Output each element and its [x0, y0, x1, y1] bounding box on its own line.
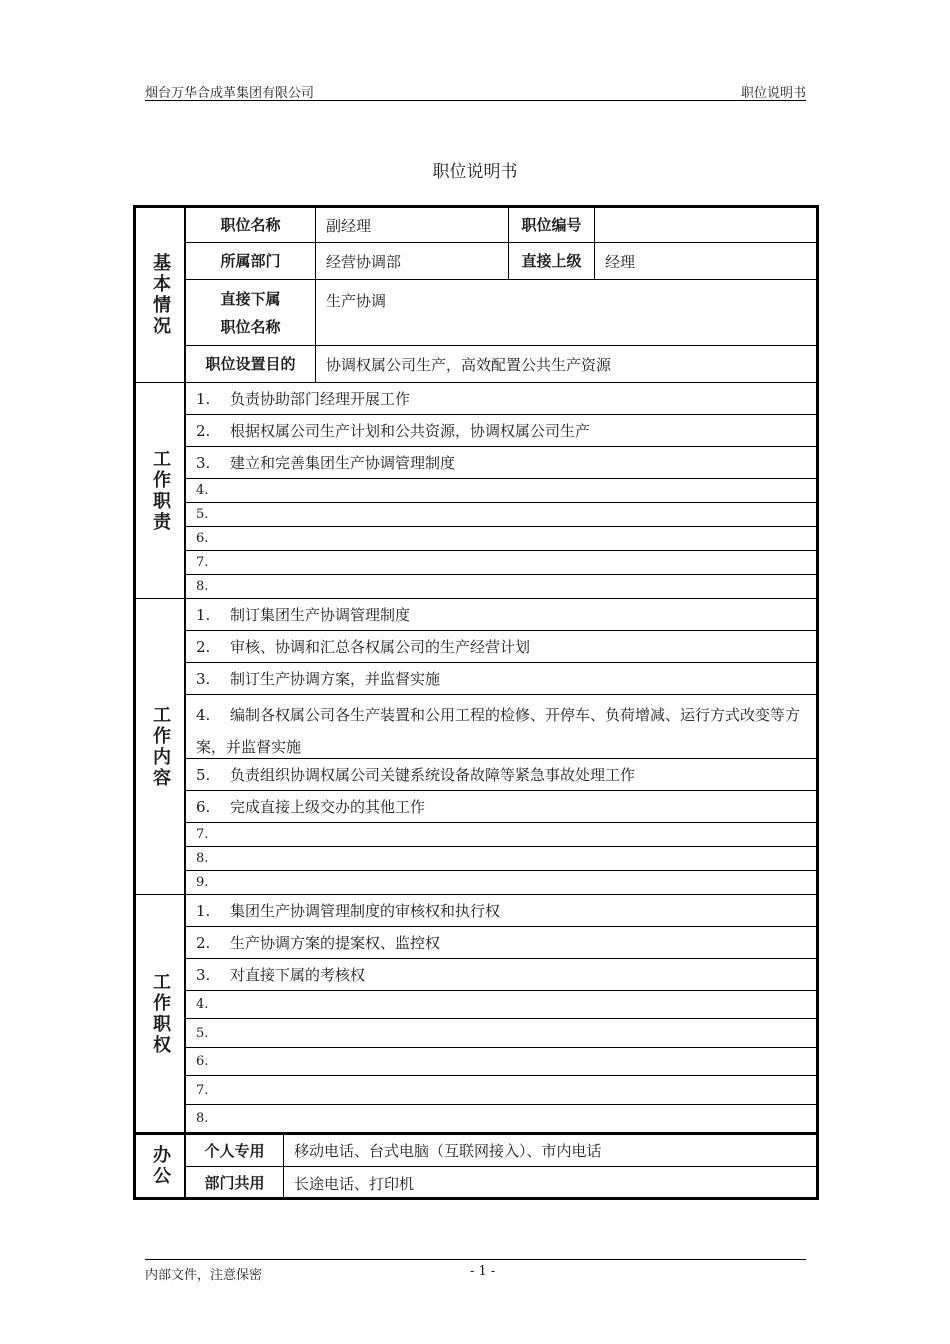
authority-item: 8. — [196, 1111, 209, 1126]
authority-item: 3. 对直接下属的考核权 — [186, 959, 816, 991]
content-item: 6. 完成直接上级交办的其他工作 — [186, 791, 816, 823]
section-label-authority: 工作职权 — [136, 895, 186, 1132]
subordinate-label-line2: 职位名称 — [220, 317, 281, 336]
position-no-label: 职位编号 — [509, 208, 595, 243]
document-title: 职位说明书 — [432, 162, 518, 182]
shared-use-label: 部门共用 — [186, 1167, 284, 1199]
duty-item: 6. — [186, 527, 816, 551]
header-doc-type: 职位说明书 — [740, 86, 806, 101]
authority-item: 5. — [186, 1019, 816, 1048]
personal-use-value: 移动电话、台式电脑（互联网接入）、市内电话 — [284, 1135, 816, 1167]
page-header — [145, 82, 806, 101]
duty-item: 8. — [196, 579, 209, 594]
section-label-content: 工作内容 — [136, 599, 186, 894]
position-name-value: 副经理 — [316, 208, 509, 243]
authority-item: 4. — [186, 991, 816, 1019]
authority-item: 1. 集团生产协调管理制度的审核权和执行权 — [186, 895, 816, 927]
content-item: 1. 制订集团生产协调管理制度 — [186, 599, 816, 631]
page-number: - 1 - — [470, 1264, 496, 1279]
department-value: 经营协调部 — [316, 243, 509, 280]
section-office — [136, 1133, 816, 1197]
section-duties — [136, 383, 816, 599]
section-work-content — [136, 599, 816, 895]
subordinate-label-line1: 直接下属 — [220, 289, 281, 308]
section-authority — [136, 895, 816, 1133]
content-item: 9. — [196, 875, 209, 890]
shared-use-value: 长途电话、打印机 — [294, 1174, 415, 1193]
duty-item: 5. — [186, 503, 816, 527]
confidential-note: 内部文件，注意保密 — [145, 1268, 263, 1283]
content-item: 2. 审核、协调和汇总各权属公司的生产经营计划 — [186, 631, 816, 663]
authority-item: 2. 生产协调方案的提案权、监控权 — [186, 927, 816, 959]
section-label-office: 办公 — [136, 1135, 186, 1197]
content-item: 8. — [186, 847, 816, 871]
duty-item: 2. 根据权属公司生产计划和公共资源，协调权属公司生产 — [186, 415, 816, 447]
subordinate-label — [186, 280, 316, 346]
duty-item: 1. 负责协助部门经理开展工作 — [186, 383, 816, 415]
purpose-label: 职位设置目的 — [186, 346, 316, 382]
section-label-basic: 基本情况 — [136, 208, 186, 382]
section-basic-info — [136, 208, 816, 383]
superior-value: 经理 — [595, 243, 816, 280]
duty-item: 3. 建立和完善集团生产协调管理制度 — [186, 447, 816, 479]
position-name-label: 职位名称 — [186, 208, 316, 243]
page-footer — [145, 1259, 806, 1283]
duty-item: 7. — [186, 551, 816, 575]
job-description-table — [133, 205, 819, 1200]
authority-item: 6. — [186, 1048, 816, 1076]
superior-label: 直接上级 — [509, 243, 595, 280]
authority-item: 7. — [186, 1076, 816, 1105]
company-name: 烟台万华合成革集团有限公司 — [145, 86, 315, 101]
content-item: 7. — [186, 823, 816, 847]
personal-use-label: 个人专用 — [186, 1135, 284, 1167]
duty-item: 4. — [186, 479, 816, 503]
position-no-value — [595, 208, 816, 243]
subordinate-value: 生产协调 — [316, 280, 816, 346]
content-item: 3. 制订生产协调方案，并监督实施 — [186, 663, 816, 695]
content-item: 4. 编制各权属公司各生产装置和公用工程的检修、开停车、负荷增减、运行方式改变等方案，并监督实施 — [186, 695, 816, 759]
purpose-value: 协调权属公司生产，高效配置公共生产资源 — [326, 355, 612, 374]
department-label: 所属部门 — [186, 243, 316, 280]
section-label-duties: 工作职责 — [136, 383, 186, 598]
content-item: 5. 负责组织协调权属公司关键系统设备故障等紧急事故处理工作 — [186, 759, 816, 791]
